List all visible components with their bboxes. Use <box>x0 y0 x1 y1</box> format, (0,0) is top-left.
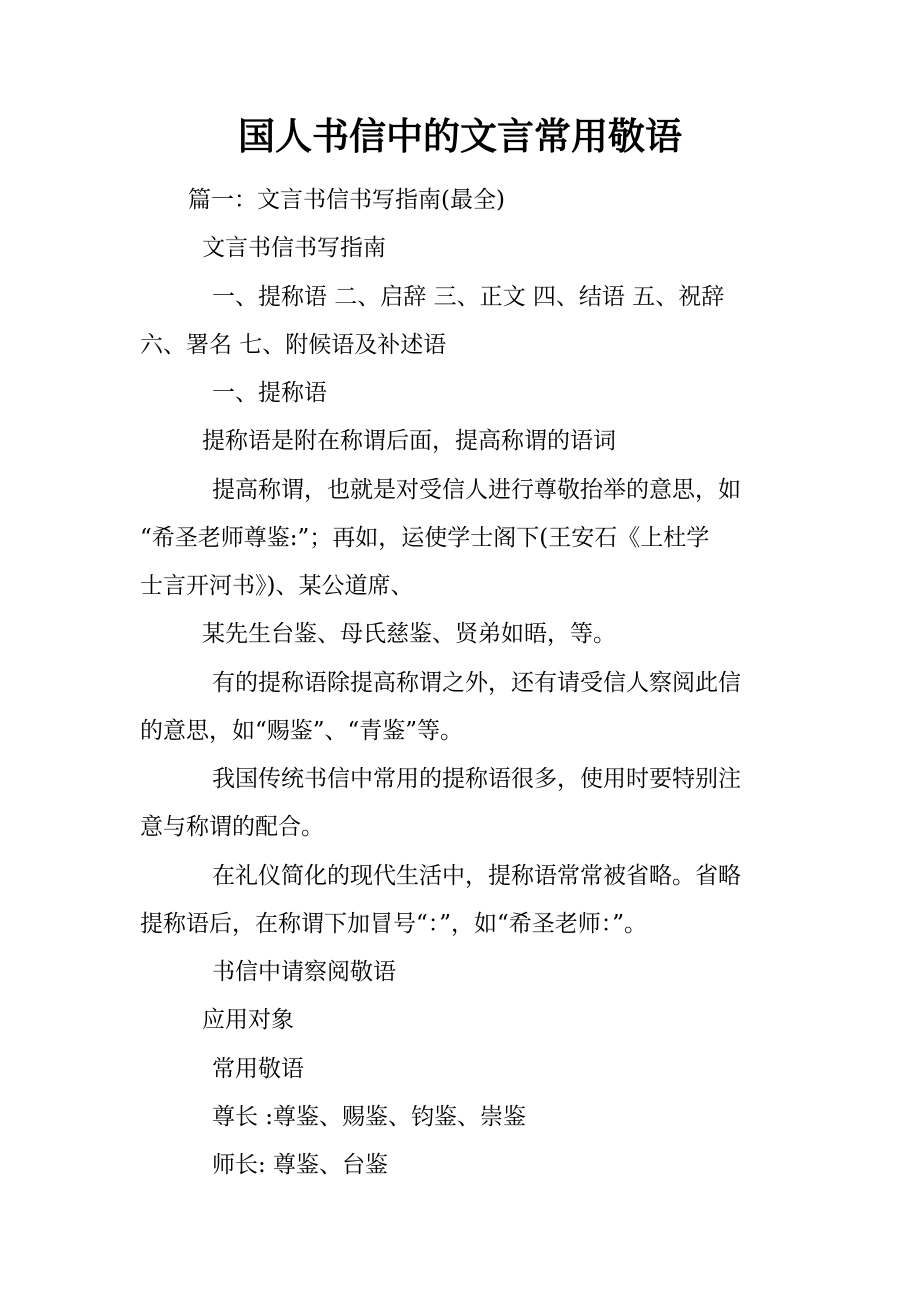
text-line: 一、提称语 二、启辞 三、正文 四、结语 五、祝辞 <box>212 284 725 310</box>
text-line: 六、署名 七、附候语及补述语 <box>140 332 447 358</box>
page-title: 国人书信中的文言常用敬语 <box>238 114 682 158</box>
text-line: “希圣老师尊鉴:”；再如，运使学士阁下(王安石《上杜学 <box>140 525 710 551</box>
text-line: 提称语是附在称谓后面，提高称谓的语词 <box>202 428 616 454</box>
text-line: 提高称谓，也就是对受信人进行尊敬抬举的意思，如 <box>212 477 741 503</box>
text-line: 常用敬语 <box>212 1056 304 1082</box>
text-line: 士言开河书》)、某公道席、 <box>140 573 414 599</box>
text-line: 有的提称语除提高称谓之外，还有请受信人察阅此信 <box>212 670 741 696</box>
text-line: 篇一：文言书信书写指南(最全) <box>188 187 505 213</box>
text-line: 提称语后，在称谓下加冒号“：”，如“希圣老师：”。 <box>140 911 648 937</box>
text-line: 一、提称语 <box>212 380 327 406</box>
text-line: 尊长 :尊鉴、赐鉴、钧鉴、崇鉴 <box>212 1104 527 1130</box>
text-line: 书信中请察阅敬语 <box>212 959 396 985</box>
text-line: 某先生台鉴、母氏慈鉴、贤弟如晤，等。 <box>202 621 616 647</box>
text-line: 我国传统书信中常用的提称语很多，使用时要特别注 <box>212 766 741 792</box>
text-line: 师长: 尊鉴、台鉴 <box>212 1152 389 1178</box>
text-line: 在礼仪简化的现代生活中，提称语常常被省略。省略 <box>212 863 741 889</box>
text-line: 意与称谓的配合。 <box>140 814 324 840</box>
text-line: 的意思，如“赐鉴”、“青鉴”等。 <box>140 718 464 744</box>
text-line: 文言书信书写指南 <box>202 235 386 261</box>
text-line: 应用对象 <box>202 1007 294 1033</box>
